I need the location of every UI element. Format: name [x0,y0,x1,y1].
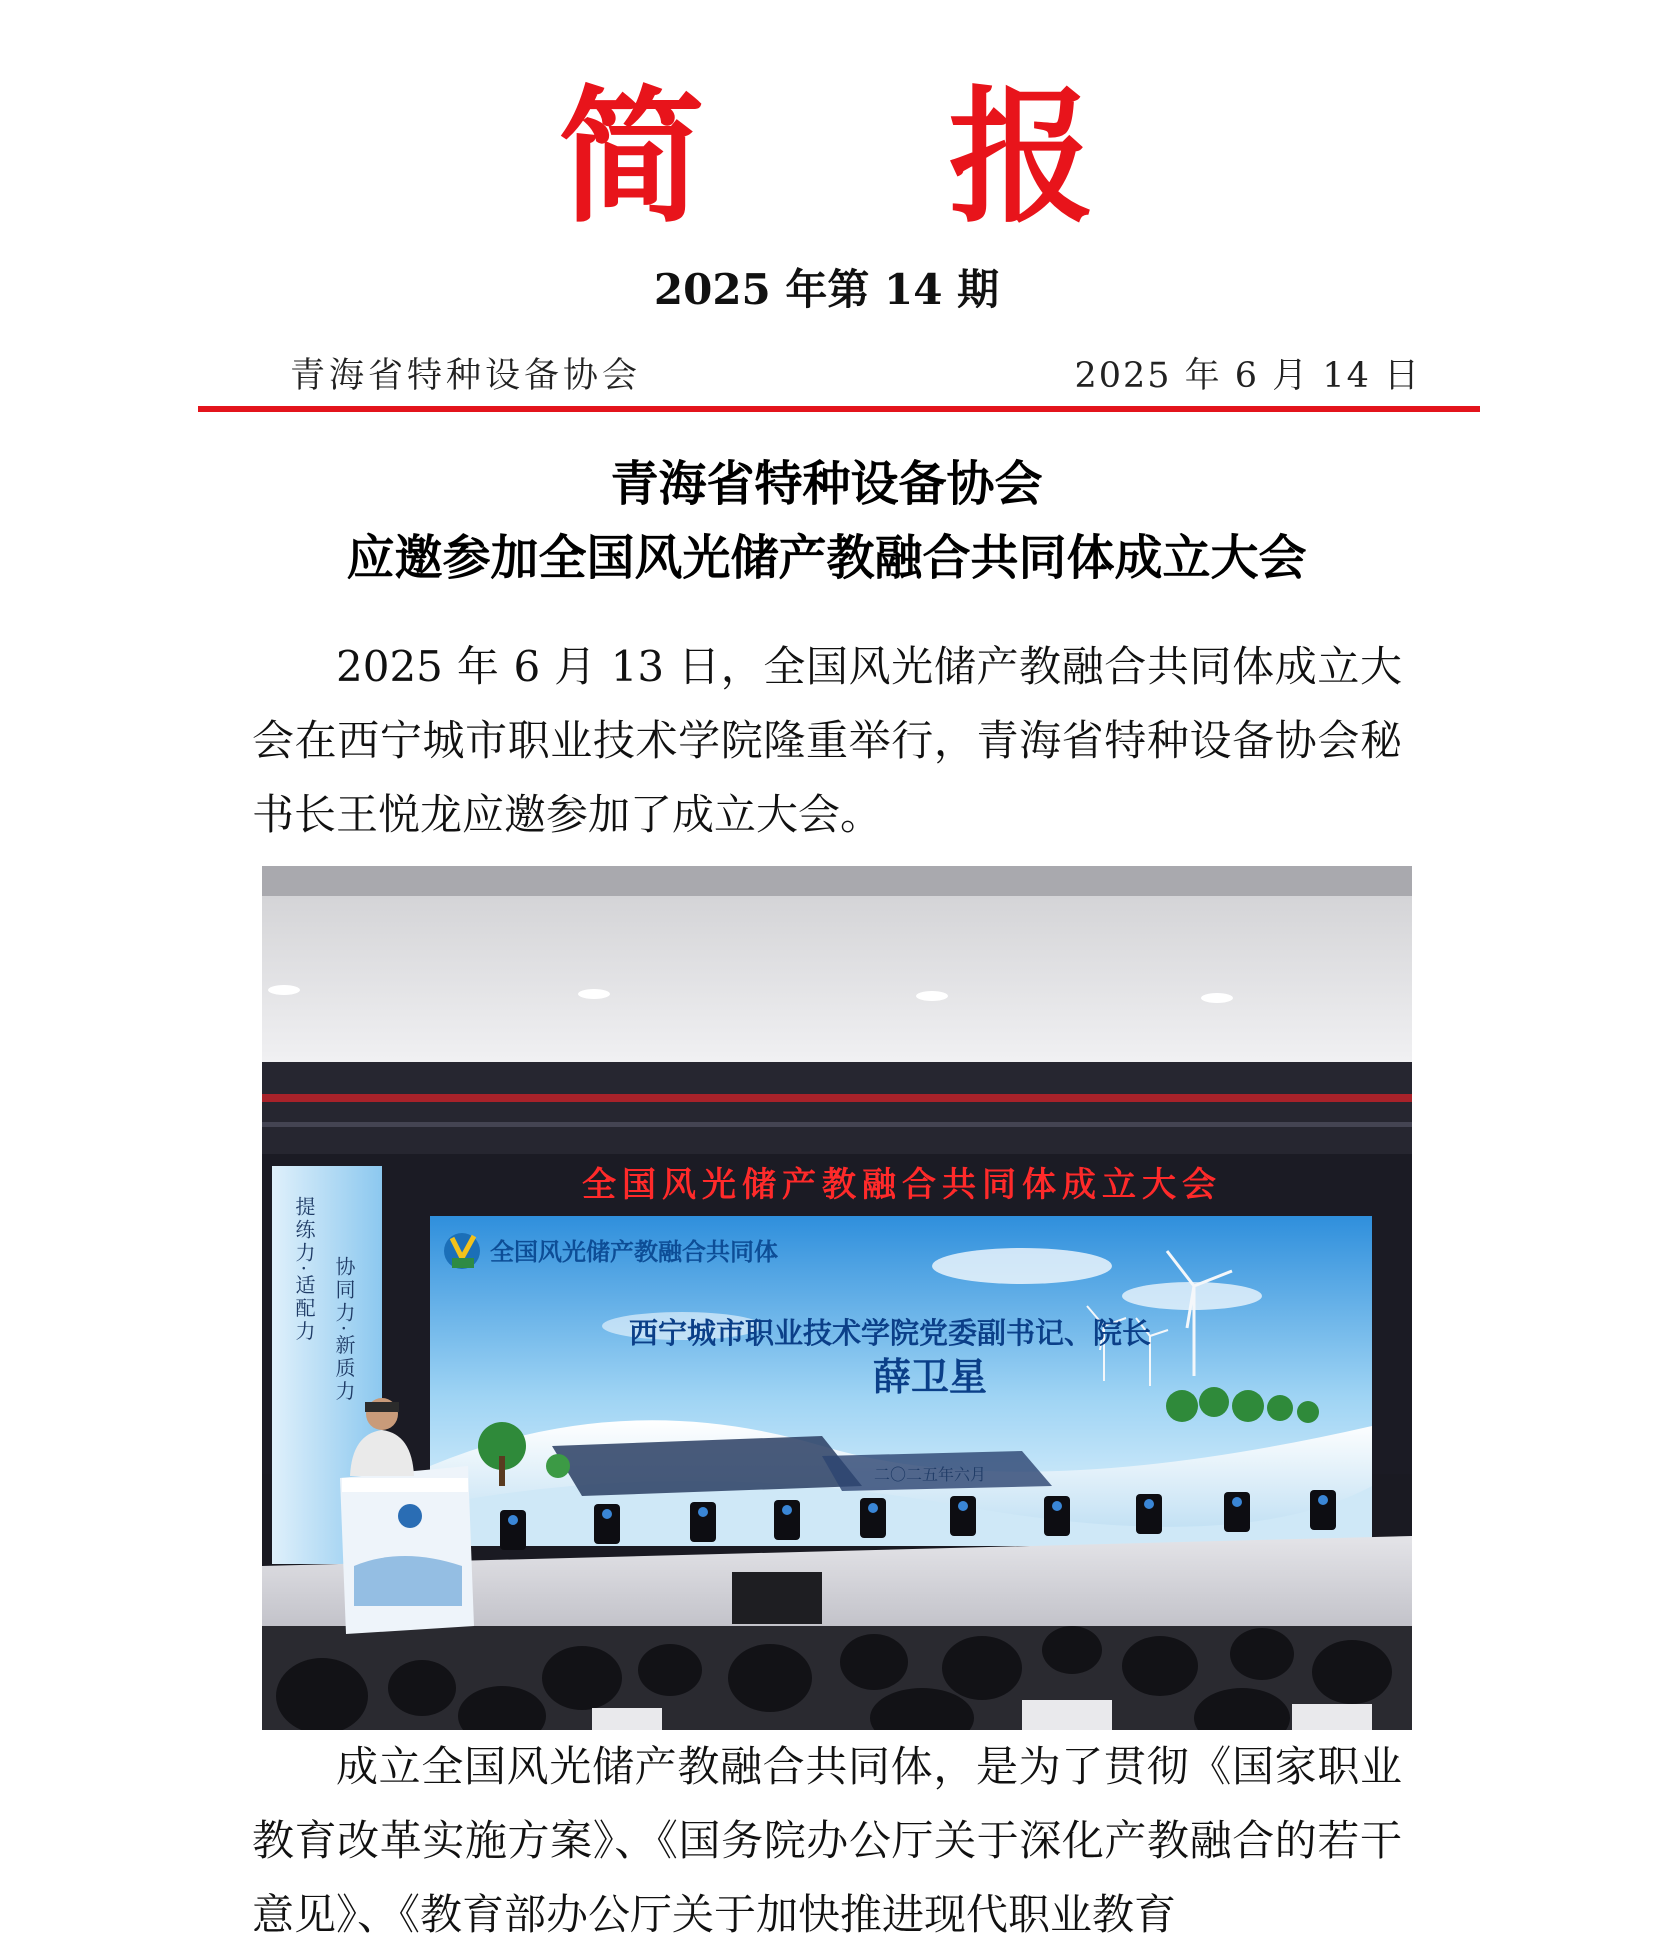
side-panel-text-1: 提练力·适配力 [292,1196,316,1344]
screen-speaker-name: 薛卫星 [872,1355,988,1399]
publisher-organization: 青海省特种设备协会 [290,356,642,396]
ceiling-light-icon [1201,993,1233,1003]
masthead-divider [198,406,1480,412]
body-paragraph-1: 2025 年 6 月 13 日，全国风光储产教融合共同体成立大会在西宁城市职业技术学院隆重举行，青海省特种设备协会秘书长王悦龙应邀参加了成立大会。 [252,642,1402,839]
publish-date: 2025 年 6 月 14 日 [1074,356,1421,396]
issue-number: 2025 年第 14 期 [653,265,1000,314]
body-paragraph-2: 成立全国风光储产教融合共同体，是为了贯彻《国家职业教育改革实施方案》、《国务院办公厅关于深化产教融合的若干意见》、《教育部办公厅关于加快推进现代职业教育 [252,1742,1402,1939]
community-logo-icon [444,1233,480,1269]
event-banner-text: 全国风光储产教融合共同体成立大会 [582,1165,1222,1205]
masthead-title [0,73,1653,243]
side-panel-text-2: 协同力·新质力 [332,1256,356,1404]
event-photo [262,866,1412,1730]
screen-logo-text: 全国风光储产教融合共同体 [490,1238,778,1266]
headline-line-2: 应邀参加全国风光储产教融合共同体成立大会 [346,530,1307,586]
masthead-title-right: 报 [948,73,1095,243]
screen-date: 二〇二五年六月 [873,1465,987,1484]
ceiling-light-icon [268,985,300,995]
masthead-title-left: 简 [558,73,705,243]
headline-line-1: 青海省特种设备协会 [610,456,1043,512]
ceiling-light-icon [916,991,948,1001]
stage-speaker-icon [732,1572,822,1624]
screen-speaker-title: 西宁城市职业技术学院党委副书记、院长 [628,1316,1152,1350]
podium [340,1466,474,1634]
ceiling-light-icon [578,989,610,999]
